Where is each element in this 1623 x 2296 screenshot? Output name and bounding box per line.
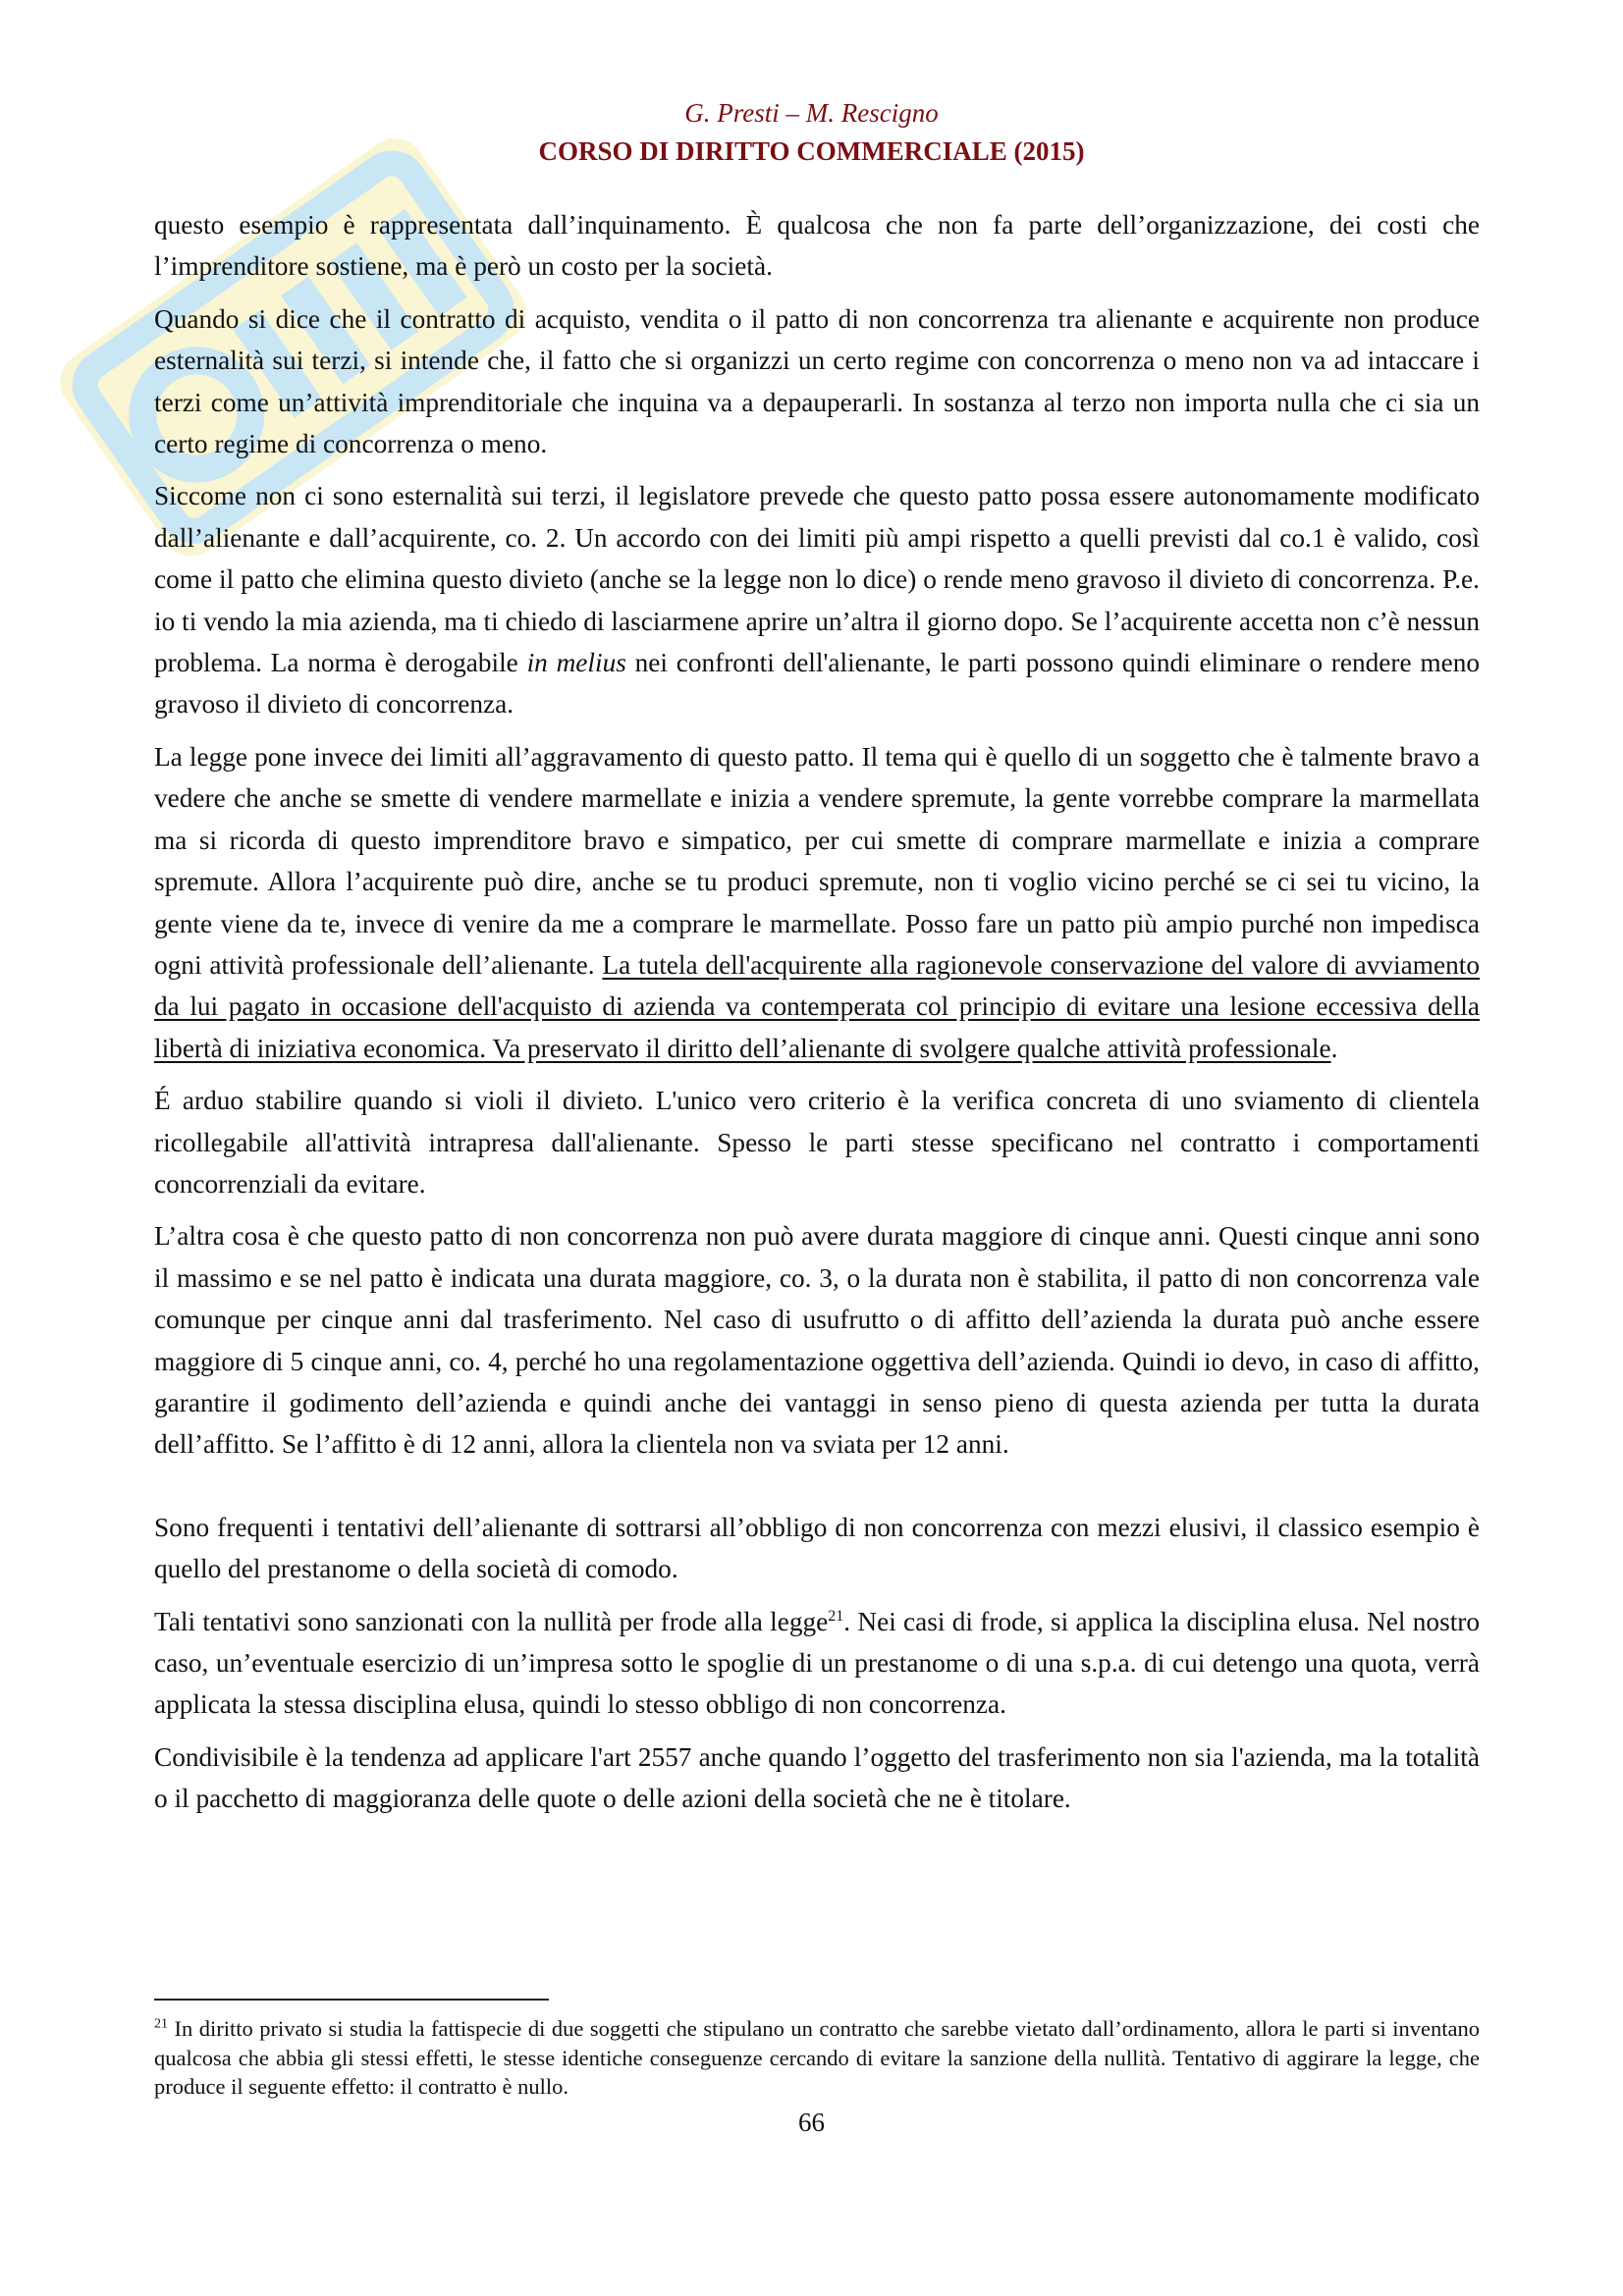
paragraph-8 bbox=[154, 1601, 1480, 1726]
paragraph-4-text: La legge pone invece dei limiti all’aggravamento di questo patto. Il tema qui è quello di un soggetto che è talmente bravo a vedere che anche se smette di vendere marmellate e inizia a vendere spremute, la gente vorrebbe comprare la marmellata ma si ricorda di questo imprenditore bravo e simpatico, per cui smette di comprare marmellate e inizia a comprare spremute. Allora l’acquirente può dire, anche se tu produci spremute, non ti voglio vicino perché se ci sei tu vicino, la gente viene da te, invece di venire da me a comprare le marmellate. Posso fare un patto più ampio purché non impedisca ogni attività professionale dell’alienante. bbox=[154, 741, 1480, 980]
paragraph-5: É arduo stabilire quando si violi il divieto. L'unico vero criterio è la verifica concreta di uno sviamento di clientela ricollegabile all'attività intrapresa dall'alienante. Spesso le parti stesse specificano nel contratto i comportamenti concorrenziali da evitare. bbox=[154, 1086, 1480, 1199]
paragraph-9: Condivisibile è la tendenza ad applicare l'art 2557 anche quando l’oggetto del trasferimento non sia l'azienda, ma la totalità o il pacchetto di maggioranza delle quote o delle azioni della società che ne è titolare. bbox=[154, 1741, 1480, 1814]
footnote-reference[interactable]: 21 bbox=[828, 1607, 844, 1625]
paragraph-3-italic: in melius bbox=[526, 648, 626, 678]
paragraph-7: Sono frequenti i tentativi dell’alienante di sottrarsi all’obbligo di non concorrenza con mezzi elusivi, il classico esempio è quello del prestanome o della società di comodo. bbox=[154, 1512, 1480, 1584]
paragraph-4 bbox=[154, 736, 1480, 1069]
footnote-divider bbox=[154, 1999, 549, 2001]
paragraph-3-text: Siccome non ci sono esternalità sui terzi, il legislatore prevede che questo patto possa essere autonomamente modificato dall’alienante e dall’acquirente, co. 2. Un accordo con dei limiti più ampi rispetto a quelli previsti dal co.1 è valido, così come il patto che elimina questo divieto (anche se la legge non lo dice) o rende meno gravoso il divieto di concorrenza. P.e. io ti vendo la mia azienda, ma ti chiedo di lasciarmene aprire un’altra il giorno dopo. Se l’acquirente accetta non c’è nessun problema. La norma è derogabile bbox=[154, 481, 1480, 678]
header-course-title: CORSO DI DIRITTO COMMERCIALE (2015) bbox=[538, 136, 1085, 166]
paragraph-4-underlined: La tutela dell'acquirente alla ragionevole conservazione del valore di avviamento da lui pagato in occasione dell'acquisto di azienda va contemperata col principio di evitare una lesione eccessiva della libertà di iniziativa economica. Va preservato il diritto dell’alienante di svolgere qualche attività professionale bbox=[154, 949, 1480, 1063]
paragraph-4-text-end: . bbox=[1330, 1033, 1338, 1063]
paragraph-8-text-end: . Nei casi di frode, si applica la disciplina elusa. Nel nostro caso, un’eventuale esercizio di un’impresa sotto le spoglie di un prestanome o di una s.p.a. di cui detengo una quota, verrà applicata la stessa disciplina elusa, quindi lo stesso obbligo di non concorrenza. bbox=[154, 1606, 1481, 1720]
paragraph-6: L’altra cosa è che questo patto di non concorrenza non può avere durata maggiore di cinque anni. Questi cinque anni sono il massimo e se nel patto è indicata una durata maggiore, co. 3, o la durata non è stabilita, il patto di non concorrenza vale comunque per cinque anni dal trasferimento. Nel caso di usufrutto o di affitto dell’azienda la durata può anche essere maggiore di 5 cinque anni, co. 4, perché ho una regolamentazione oggettiva dell’azienda. Quindi io devo, in caso di affitto, garantire il godimento dell’azienda e quindi anche dei vantaggi in senso pieno di questa azienda per tutta la durata dell’affitto. Se l’affitto è di 12 anni, allora la clientela non va sviata per 12 anni. bbox=[154, 1221, 1480, 1460]
footnote-text: In diritto privato si studia la fattispecie di due soggetti che stipulano un contratto che sarebbe vietato dall’ordinamento, allora le parti si inventano qualcosa che abbia gli stessi effetti, le stesse identiche conseguenze cercando di evitare la sanzione della nullità. Tentativo di aggirare la legge, che produce il seguente effetto: il contratto è nullo. bbox=[154, 2016, 1480, 2099]
page-body bbox=[154, 204, 1480, 1831]
footnote-number: 21 bbox=[154, 2016, 168, 2032]
paragraph-2: Quando si dice che il contratto di acquisto, vendita o il patto di non concorrenza tra alienante e acquirente non produce esternalità sui terzi, si intende che, il fatto che si organizzi un certo regime con concorrenza o meno non va ad intaccare i terzi come un’attività imprenditoriale che inquina va a depauperarli. In sostanza al terzo non importa nulla che ci sia un certo regime di concorrenza o meno. bbox=[154, 303, 1480, 459]
footnote bbox=[154, 2014, 1480, 2102]
page-header bbox=[0, 94, 1623, 171]
header-authors: G. Presti – M. Rescigno bbox=[684, 98, 939, 128]
paragraph-1: questo esempio è rappresentata dall’inquinamento. È qualcosa che non fa parte dell’organizzazione, dei costi che l’imprenditore sostiene, ma è però un costo per la società. bbox=[154, 210, 1480, 282]
paragraph-8-text: Tali tentativi sono sanzionati con la nullità per frode alla legge bbox=[154, 1606, 829, 1636]
paragraph-3-text-end: nei confronti dell'alienante, le parti possono quindi eliminare o rendere meno gravoso il divieto di concorrenza. bbox=[154, 648, 1480, 720]
paragraph-3 bbox=[154, 475, 1480, 724]
page-number: 66 bbox=[798, 2108, 825, 2137]
